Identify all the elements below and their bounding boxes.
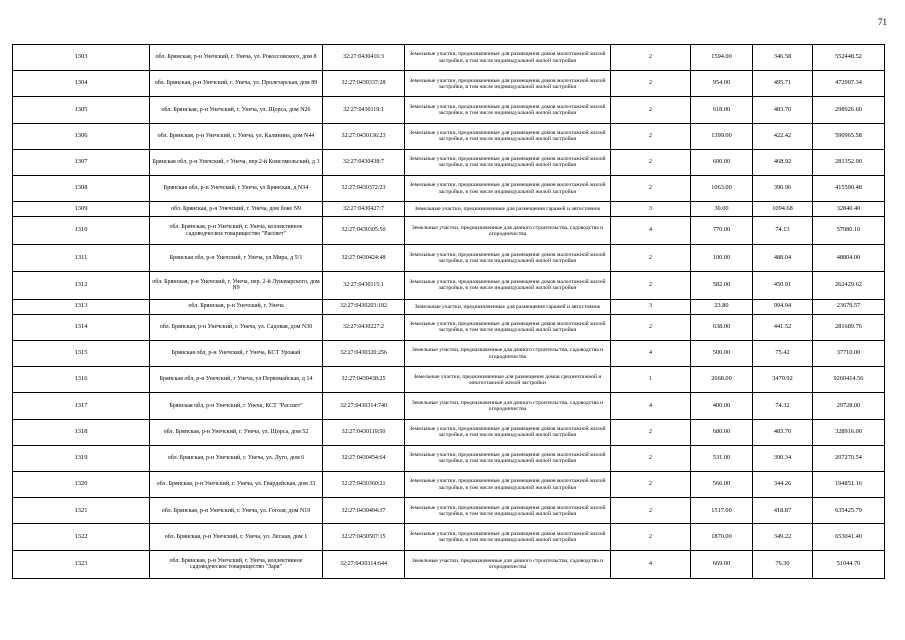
land-use-type-cell: Земельные участки, предназначенные для размещения домов малоэтажной жилой застройки, в том числе индивидуальной жилой застройки	[405, 45, 611, 71]
table-row	[13, 393, 885, 419]
land-use-type-cell: Земельные участки, предназначенные для размещения домов малоэтажной жилой застройки, в том числе индивидуальной жилой застройки	[405, 271, 611, 299]
row-number: 1305	[13, 97, 150, 123]
group-number-cell: 2	[611, 245, 691, 271]
address-cell: обл. Брянская, р-н Унечский, г. Унеча, ул. Гвардейская, дом 33	[150, 472, 323, 498]
row-number: 1303	[13, 45, 150, 71]
specific-value-cell: 483.70	[753, 97, 813, 123]
table-row	[13, 176, 885, 202]
row-number: 1319	[13, 445, 150, 471]
table-row	[13, 550, 885, 578]
table-row	[13, 498, 885, 524]
address-cell: обл. Брянская, р-н Унечский, г. Унеча, ул. Щорса, дом 52	[150, 419, 323, 445]
cadastral-number-cell: 32:27:0430119:50	[323, 419, 405, 445]
row-number: 1317	[13, 393, 150, 419]
row-number: 1318	[13, 419, 150, 445]
specific-value-cell: 390.34	[753, 445, 813, 471]
group-number-cell: 1	[611, 367, 691, 393]
row-number: 1323	[13, 550, 150, 578]
table-row	[13, 299, 885, 314]
land-use-type-cell: Земельные участки, предназначенные для размещения домов малоэтажной жилой застройки, в том числе индивидуальной жилой застройки	[405, 314, 611, 340]
land-use-type-cell: Земельные участки, предназначенные для размещения домов малоэтажной жилой застройки, в том числе индивидуальной жилой застройки	[405, 245, 611, 271]
land-use-type-cell: Земельные участки, предназначенные для размещения домов малоэтажной жилой застройки, в том числе индивидуальной жилой застройки	[405, 149, 611, 175]
land-use-type-cell: Земельные участки, предназначенные для размещения домов малоэтажной жилой застройки, в том числе индивидуальной жилой застройки	[405, 524, 611, 550]
address-cell: обл. Брянская, р-н Унечский, г. Унеча	[150, 299, 323, 314]
address-cell: обл. Брянская, р-н Унечский, г. Унеча, пер. 2-й Луначарского, дом N9	[150, 271, 323, 299]
cadastral-number-cell: 32:27:0430136:23	[323, 123, 405, 149]
address-cell: обл. Брянская, р-н Унечский, г. Унеча, ул. Лесная, дом 1	[150, 524, 323, 550]
group-number-cell: 2	[611, 123, 691, 149]
cadastral-number-cell: 32:27:0430115:1	[323, 271, 405, 299]
table-row	[13, 341, 885, 367]
table-row	[13, 45, 885, 71]
address-cell: Брянская обл, р-н Унечский, г Унеча, ул Первомайская, д 14	[150, 367, 323, 393]
cadastral-number-cell: 32:27:0430427:7	[323, 202, 405, 217]
cadastral-value-cell: 415590.48	[813, 176, 885, 202]
group-number-cell: 2	[611, 45, 691, 71]
area-cell: 500.00	[691, 341, 753, 367]
area-cell: 30.00	[691, 202, 753, 217]
area-cell: 638.00	[691, 314, 753, 340]
group-number-cell: 2	[611, 271, 691, 299]
cadastral-number-cell: 32:27:0430360:21	[323, 472, 405, 498]
land-use-type-cell: Земельные участки, предназначенные для дачного строительства, садоводства и огородничества	[405, 393, 611, 419]
cadastral-value-cell: 472907.34	[813, 71, 885, 97]
specific-value-cell: 488.04	[753, 245, 813, 271]
address-cell: Брянская обл, р-н Унечский, г Унеча, ул Брянская, д N34	[150, 176, 323, 202]
area-cell: 680.00	[691, 419, 753, 445]
row-number: 1315	[13, 341, 150, 367]
specific-value-cell: 422.42	[753, 123, 813, 149]
address-cell: обл. Брянская, р-н Унечский, г. Унеча, ул. Пролетарская, дом 89	[150, 71, 323, 97]
specific-value-cell: 349.22	[753, 524, 813, 550]
cadastral-number-cell: 32:27:0430454:64	[323, 445, 405, 471]
specific-value-cell: 74.13	[753, 217, 813, 245]
land-use-type-cell: Земельные участки, предназначенные для размещения домов малоэтажной жилой застройки, в том числе индивидуальной жилой застройки	[405, 71, 611, 97]
area-cell: 1517.00	[691, 498, 753, 524]
specific-value-cell: 1094.68	[753, 202, 813, 217]
cadastral-value-cell: 590965.58	[813, 123, 885, 149]
table-row	[13, 445, 885, 471]
specific-value-cell: 344.26	[753, 472, 813, 498]
cadastral-number-cell: 32:27:0430119:1	[323, 97, 405, 123]
cadastral-value-cell: 9260414.56	[813, 367, 885, 393]
row-number: 1314	[13, 314, 150, 340]
address-cell: Брянская обл, р-н Унечский, г Унеча, КСТ Урожай	[150, 341, 323, 367]
table-row	[13, 419, 885, 445]
area-cell: 669.00	[691, 550, 753, 578]
area-cell: 531.00	[691, 445, 753, 471]
table-row	[13, 271, 885, 299]
table-row	[13, 97, 885, 123]
cadastral-value-cell: 37710.00	[813, 341, 885, 367]
specific-value-cell: 346.58	[753, 45, 813, 71]
cadastral-value-cell: 552448.52	[813, 45, 885, 71]
cadastral-number-cell: 32:27:0430372:23	[323, 176, 405, 202]
cadastral-number-cell: 32:27:0430404:37	[323, 498, 405, 524]
cadastral-value-cell: 653041.40	[813, 524, 885, 550]
table-row	[13, 524, 885, 550]
land-use-type-cell: Земельные участки, предназначенные для размещения домов малоэтажной жилой застройки, в том числе индивидуальной жилой застройки	[405, 123, 611, 149]
cadastral-number-cell: 32:27:0430314:644	[323, 550, 405, 578]
table-row	[13, 472, 885, 498]
table-row	[13, 71, 885, 97]
area-cell: 770.00	[691, 217, 753, 245]
address-cell: обл. Брянская, р-н Унечский, г. Унеча, ул. Рокоссовского, дом 8	[150, 45, 323, 71]
area-cell: 1063.00	[691, 176, 753, 202]
specific-value-cell: 3470.92	[753, 367, 813, 393]
cadastral-value-cell: 57080.10	[813, 217, 885, 245]
row-number: 1322	[13, 524, 150, 550]
area-cell: 1594.00	[691, 45, 753, 71]
land-use-type-cell: Земельные участки, предназначенные для размещения гаражей и автостоянок	[405, 299, 611, 314]
address-cell: обл. Брянская, р-н Унечский, г. Унеча, ул. Луго, дом 6	[150, 445, 323, 471]
address-cell: обл. Брянская, р-н Унечский, г. Унеча, ул. Щорса, дом N26	[150, 97, 323, 123]
area-cell: 954.00	[691, 71, 753, 97]
cadastral-number-cell: 32:27:0430507:15	[323, 524, 405, 550]
land-use-type-cell: Земельные участки, предназначенные для размещения домов среднеэтажной и многоэтажной жилой застройки	[405, 367, 611, 393]
specific-value-cell: 450.91	[753, 271, 813, 299]
specific-value-cell: 468.92	[753, 149, 813, 175]
specific-value-cell: 74.32	[753, 393, 813, 419]
group-number-cell: 2	[611, 314, 691, 340]
area-cell: 100.00	[691, 245, 753, 271]
cadastral-number-cell: 32:27:0430227:2	[323, 314, 405, 340]
cadastral-value-cell: 281689.76	[813, 314, 885, 340]
area-cell: 2668.00	[691, 367, 753, 393]
address-cell: обл. Брянская, р-н Унечский, г. Унеча, ул. Калинина, дом N44	[150, 123, 323, 149]
cadastral-value-cell: 298926.60	[813, 97, 885, 123]
row-number: 1308	[13, 176, 150, 202]
group-number-cell: 4	[611, 550, 691, 578]
cadastral-number-cell: 32:27:0430438:7	[323, 149, 405, 175]
area-cell: 600.00	[691, 149, 753, 175]
specific-value-cell: 75.42	[753, 341, 813, 367]
group-number-cell: 2	[611, 524, 691, 550]
cadastral-number-cell: 32:27:0430424:48	[323, 245, 405, 271]
group-number-cell: 2	[611, 176, 691, 202]
address-cell: Брянская обл, р-н Унечский, г Унеча, КСТ "Рассвет"	[150, 393, 323, 419]
area-cell: 400.00	[691, 393, 753, 419]
cadastral-value-cell: 51044.70	[813, 550, 885, 578]
cadastral-value-cell: 23679.57	[813, 299, 885, 314]
group-number-cell: 2	[611, 472, 691, 498]
cadastral-number-cell: 32:27:0430203:182	[323, 299, 405, 314]
cadastral-value-cell: 32840.40	[813, 202, 885, 217]
land-use-type-cell: Земельные участки, предназначенные для дачного строительства, садоводства и огородничества	[405, 550, 611, 578]
land-use-type-cell: Земельные участки, предназначенные для размещения домов малоэтажной жилой застройки, в том числе индивидуальной жилой застройки	[405, 419, 611, 445]
address-cell: обл. Брянская, р-н Унечский, г. Унеча, ул. Гоголя, дом N19	[150, 498, 323, 524]
cadastral-value-table	[12, 44, 885, 579]
cadastral-value-cell: 635425.79	[813, 498, 885, 524]
area-cell: 618.00	[691, 97, 753, 123]
table-row	[13, 202, 885, 217]
group-number-cell: 4	[611, 341, 691, 367]
cadastral-number-cell: 32:27:0430305:50	[323, 217, 405, 245]
cadastral-value-cell: 207270.54	[813, 445, 885, 471]
specific-value-cell: 483.70	[753, 419, 813, 445]
row-number: 1312	[13, 271, 150, 299]
cadastral-value-cell: 194851.16	[813, 472, 885, 498]
table-row	[13, 123, 885, 149]
specific-value-cell: 495.71	[753, 71, 813, 97]
group-number-cell: 4	[611, 217, 691, 245]
land-use-type-cell: Земельные участки, предназначенные для размещения домов малоэтажной жилой застройки, в том числе индивидуальной жилой застройки	[405, 498, 611, 524]
area-cell: 566.00	[691, 472, 753, 498]
area-cell: 1870.00	[691, 524, 753, 550]
table-row	[13, 367, 885, 393]
land-use-type-cell: Земельные участки, предназначенные для дачного строительства, садоводства и огородничества	[405, 341, 611, 367]
group-number-cell: 2	[611, 71, 691, 97]
row-number: 1307	[13, 149, 150, 175]
row-number: 1311	[13, 245, 150, 271]
group-number-cell: 4	[611, 393, 691, 419]
row-number: 1310	[13, 217, 150, 245]
cadastral-number-cell: 32:27:0430416:3	[323, 45, 405, 71]
table-row	[13, 217, 885, 245]
table-row	[13, 314, 885, 340]
land-use-type-cell: Земельные участки, предназначенные для размещения домов малоэтажной жилой застройки, в том числе индивидуальной жилой застройки	[405, 176, 611, 202]
page-number: 71	[878, 17, 887, 27]
land-use-type-cell: Земельные участки, предназначенные для размещения гаражей и автостоянок	[405, 202, 611, 217]
row-number: 1304	[13, 71, 150, 97]
row-number: 1309	[13, 202, 150, 217]
land-use-type-cell: Земельные участки, предназначенные для размещения домов малоэтажной жилой застройки, в том числе индивидуальной жилой застройки	[405, 445, 611, 471]
group-number-cell: 3	[611, 299, 691, 314]
group-number-cell: 2	[611, 149, 691, 175]
row-number: 1313	[13, 299, 150, 314]
group-number-cell: 2	[611, 445, 691, 471]
specific-value-cell: 441.52	[753, 314, 813, 340]
table-body	[13, 45, 885, 579]
specific-value-cell: 994.94	[753, 299, 813, 314]
area-cell: 1399.00	[691, 123, 753, 149]
row-number: 1306	[13, 123, 150, 149]
group-number-cell: 3	[611, 202, 691, 217]
table-row	[13, 149, 885, 175]
row-number: 1321	[13, 498, 150, 524]
cadastral-value-cell: 262429.62	[813, 271, 885, 299]
cadastral-value-cell: 281352.00	[813, 149, 885, 175]
address-cell: Брянская обл, р-н Унечский, г Унеча, пер 2-й Комсомольский, д 3	[150, 149, 323, 175]
cadastral-value-cell: 29728.00	[813, 393, 885, 419]
cadastral-value-cell: 48804.00	[813, 245, 885, 271]
land-use-type-cell: Земельные участки, предназначенные для дачного строительства, садоводства и огородничества	[405, 217, 611, 245]
address-cell: обл. Брянская, р-н Унечский, г. Унеча, коллективное садоводческое товарищество "Заря"	[150, 550, 323, 578]
group-number-cell: 2	[611, 97, 691, 123]
row-number: 1320	[13, 472, 150, 498]
address-cell: обл. Брянская, р-н Унечский, г. Унеча, коллективное садоводческое товарищество "Рассвет"	[150, 217, 323, 245]
cadastral-number-cell: 32:27:0430438:25	[323, 367, 405, 393]
land-use-type-cell: Земельные участки, предназначенные для размещения домов малоэтажной жилой застройки, в том числе индивидуальной жилой застройки	[405, 472, 611, 498]
cadastral-number-cell: 32:27:0430314:740	[323, 393, 405, 419]
cadastral-number-cell: 32:27:0430320:256	[323, 341, 405, 367]
specific-value-cell: 76.30	[753, 550, 813, 578]
row-number: 1316	[13, 367, 150, 393]
address-cell: обл. Брянская, р-н Унечский, г. Унеча, ул. Садовая, дом N30	[150, 314, 323, 340]
specific-value-cell: 418.87	[753, 498, 813, 524]
address-cell: Брянская обл, р-н Унечский, г Унеча, ул Мира, д 5/1	[150, 245, 323, 271]
specific-value-cell: 390.96	[753, 176, 813, 202]
area-cell: 582.00	[691, 271, 753, 299]
table-row	[13, 245, 885, 271]
group-number-cell: 2	[611, 498, 691, 524]
land-use-type-cell: Земельные участки, предназначенные для размещения домов малоэтажной жилой застройки, в том числе индивидуальной жилой застройки	[405, 97, 611, 123]
area-cell: 23.80	[691, 299, 753, 314]
address-cell: обл. Брянская, р-н Унечский, г. Унеча, дом боке N9	[150, 202, 323, 217]
cadastral-value-cell: 328916.00	[813, 419, 885, 445]
group-number-cell: 2	[611, 419, 691, 445]
cadastral-number-cell: 32:27:0430337:28	[323, 71, 405, 97]
